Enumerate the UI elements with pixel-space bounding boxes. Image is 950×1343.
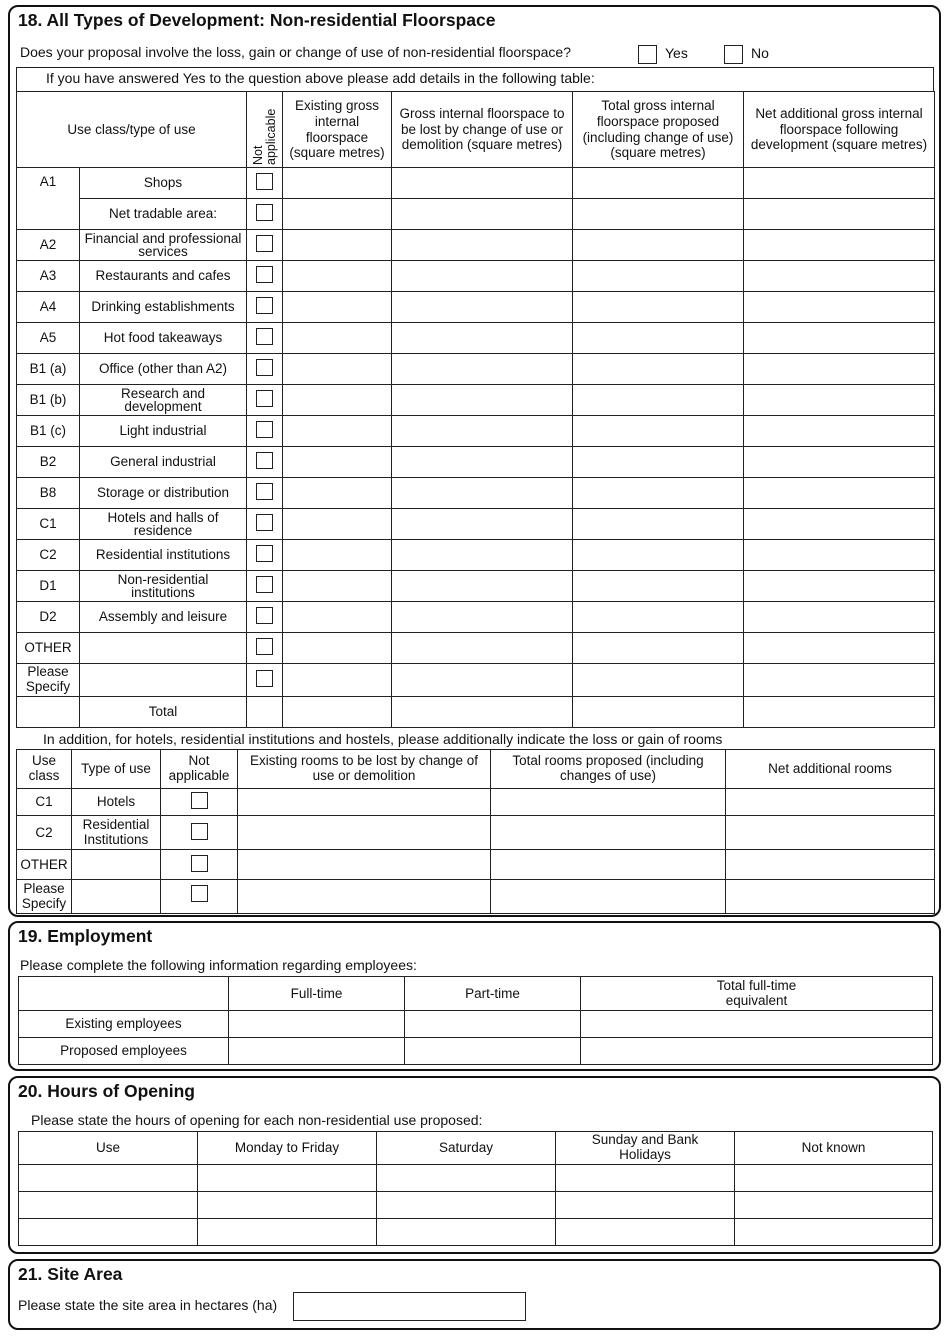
not-applicable-cell: [247, 230, 283, 261]
not-applicable-checkbox[interactable]: [256, 359, 273, 376]
net-cell[interactable]: [744, 633, 935, 664]
lost-cell[interactable]: [392, 416, 573, 447]
no-label: No: [751, 45, 769, 61]
rooms-row: [17, 850, 935, 880]
not-applicable-checkbox[interactable]: [256, 670, 273, 687]
total-lost-cell[interactable]: [392, 697, 573, 728]
total-row: [17, 697, 935, 728]
not-applicable-checkbox[interactable]: [256, 607, 273, 624]
row-use: Assembly and leisure: [80, 602, 247, 633]
full-time-cell[interactable]: [229, 1038, 405, 1065]
rooms-row: [17, 880, 935, 914]
lost-cell[interactable]: [392, 199, 573, 230]
proposed-cell[interactable]: [573, 168, 744, 199]
employment-header-blank: [19, 977, 229, 1011]
rooms-not-applicable-checkbox[interactable]: [191, 885, 208, 902]
row-code: A5: [17, 323, 80, 354]
lost-cell[interactable]: [392, 602, 573, 633]
not-applicable-cell: [247, 447, 283, 478]
not-applicable-checkbox[interactable]: [256, 390, 273, 407]
hours-header-not-known: Not known: [735, 1132, 933, 1165]
rooms-proposed-cell[interactable]: [491, 789, 726, 816]
lost-cell[interactable]: [392, 478, 573, 509]
section-20: [8, 1076, 941, 1254]
not-applicable-cell: [247, 292, 283, 323]
lost-cell[interactable]: [392, 323, 573, 354]
rooms-net-cell[interactable]: [726, 789, 935, 816]
table-row: [17, 230, 935, 261]
lost-cell[interactable]: [392, 230, 573, 261]
hours-mon-fri-cell[interactable]: [198, 1192, 377, 1219]
not-applicable-checkbox[interactable]: [256, 266, 273, 283]
proposed-cell[interactable]: [573, 354, 744, 385]
row-code: C1: [17, 509, 80, 540]
proposed-cell[interactable]: [573, 323, 744, 354]
row-use: Storage or distribution: [80, 478, 247, 509]
lost-cell[interactable]: [392, 447, 573, 478]
row-code: B2: [17, 447, 80, 478]
rooms-header-type: Type of use: [72, 750, 161, 789]
rooms-proposed-cell[interactable]: [491, 880, 726, 914]
not-applicable-checkbox[interactable]: [256, 452, 273, 469]
table-row: [17, 261, 935, 292]
existing-cell[interactable]: [283, 602, 392, 633]
hours-header-use: Use: [19, 1132, 198, 1165]
row-use: Drinking establishments: [80, 292, 247, 323]
net-cell[interactable]: [744, 261, 935, 292]
table-instruction: If you have answered Yes to the question above please add details in the following table:: [46, 70, 595, 86]
employment-row: [19, 1038, 933, 1065]
total-label: Total: [80, 697, 247, 728]
site-area-label: Please state the site area in hectares (ha): [18, 1297, 278, 1313]
hours-saturday-cell[interactable]: [377, 1219, 556, 1246]
hours-mon-fri-cell[interactable]: [198, 1219, 377, 1246]
proposed-cell[interactable]: [573, 292, 744, 323]
not-applicable-checkbox[interactable]: [256, 514, 273, 531]
employment-table: [18, 976, 933, 1065]
row-use: Hot food takeaways: [80, 323, 247, 354]
table-row: [17, 292, 935, 323]
existing-cell[interactable]: [283, 168, 392, 199]
not-applicable-cell: [247, 602, 283, 633]
table-row: [17, 199, 935, 230]
header-fte: Total full-time equivalent: [581, 977, 933, 1011]
row-use: General industrial: [80, 447, 247, 478]
section-18: [8, 5, 941, 917]
not-applicable-cell: [247, 633, 283, 664]
rooms-proposed-cell[interactable]: [491, 816, 726, 850]
existing-cell[interactable]: [283, 230, 392, 261]
lost-cell[interactable]: [392, 633, 573, 664]
net-cell[interactable]: [744, 354, 935, 385]
row-code: D1: [17, 571, 80, 602]
hours-table: [18, 1131, 933, 1246]
rooms-na-cell: [161, 850, 238, 880]
row-use: Net tradable area:: [80, 199, 247, 230]
table-row: [17, 354, 935, 385]
net-cell[interactable]: [744, 571, 935, 602]
not-applicable-cell: [247, 509, 283, 540]
table-row: [17, 447, 935, 478]
section-19-title: 19. Employment: [18, 926, 153, 946]
not-applicable-checkbox[interactable]: [256, 545, 273, 562]
rooms-code: Please Specify: [17, 880, 72, 914]
lost-cell[interactable]: [392, 571, 573, 602]
rooms-existing-cell[interactable]: [238, 850, 491, 880]
rooms-header-use-class: Use class: [17, 750, 72, 789]
header-net: Net additional gross internal floorspace following development (square metres): [744, 92, 935, 168]
floorspace-table: [16, 91, 935, 728]
rooms-net-cell[interactable]: [726, 816, 935, 850]
not-applicable-checkbox[interactable]: [256, 483, 273, 500]
existing-cell[interactable]: [283, 199, 392, 230]
row-code: Please Specify: [17, 664, 80, 697]
existing-cell[interactable]: [283, 323, 392, 354]
employment-row-label: Existing employees: [19, 1011, 229, 1038]
not-applicable-checkbox[interactable]: [256, 576, 273, 593]
not-applicable-checkbox[interactable]: [256, 235, 273, 252]
table-row: [17, 602, 935, 633]
row-code: D2: [17, 602, 80, 633]
row-code: OTHER: [17, 633, 80, 664]
total-code-cell: [17, 697, 80, 728]
rooms-row: [17, 789, 935, 816]
row-code: B8: [17, 478, 80, 509]
table-row: [17, 633, 935, 664]
floorspace-question: Does your proposal involve the loss, gain or change of use of non-residential floorspace?: [20, 44, 571, 60]
not-applicable-cell: [247, 199, 283, 230]
existing-cell[interactable]: [283, 664, 392, 697]
rooms-not-applicable-checkbox[interactable]: [191, 855, 208, 872]
hours-not-known-cell[interactable]: [735, 1165, 933, 1192]
hours-mon-fri-cell[interactable]: [198, 1165, 377, 1192]
table-row: [17, 478, 935, 509]
rooms-net-cell[interactable]: [726, 850, 935, 880]
lost-cell[interactable]: [392, 385, 573, 416]
header-part-time: Part-time: [405, 977, 581, 1011]
rooms-header-net: Net additional rooms: [726, 750, 935, 789]
row-use: Residential institutions: [80, 540, 247, 571]
header-existing: Existing gross internal floorspace (square metres): [283, 92, 392, 168]
existing-cell[interactable]: [283, 571, 392, 602]
yes-label: Yes: [665, 45, 688, 61]
row-use: Shops: [80, 168, 247, 199]
proposed-cell[interactable]: [573, 509, 744, 540]
hours-use-cell[interactable]: [19, 1192, 198, 1219]
net-cell[interactable]: [744, 447, 935, 478]
rooms-header-proposed: Total rooms proposed (including changes of use): [491, 750, 726, 789]
proposed-cell[interactable]: [573, 199, 744, 230]
not-applicable-cell: [247, 540, 283, 571]
not-applicable-cell: [247, 168, 283, 199]
no-checkbox[interactable]: [724, 45, 743, 64]
rooms-na-cell: [161, 816, 238, 850]
section-20-title: 20. Hours of Opening: [18, 1081, 195, 1101]
hours-row: [19, 1165, 933, 1192]
proposed-cell[interactable]: [573, 261, 744, 292]
proposed-cell[interactable]: [573, 447, 744, 478]
rooms-existing-cell[interactable]: [238, 816, 491, 850]
row-code: B1 (a): [17, 354, 80, 385]
site-area-input[interactable]: [293, 1292, 526, 1321]
lost-cell[interactable]: [392, 292, 573, 323]
section-18-title: 18. All Types of Development: Non-residential Floorspace: [18, 10, 496, 30]
lost-cell[interactable]: [392, 354, 573, 385]
rooms-not-applicable-checkbox[interactable]: [191, 792, 208, 809]
hours-use-cell[interactable]: [19, 1219, 198, 1246]
floorspace-rows: [17, 168, 935, 728]
not-applicable-checkbox[interactable]: [256, 328, 273, 345]
not-applicable-cell: [247, 261, 283, 292]
proposed-cell[interactable]: [573, 602, 744, 633]
rooms-code: OTHER: [17, 850, 72, 880]
net-cell[interactable]: [744, 292, 935, 323]
net-cell[interactable]: [744, 385, 935, 416]
hours-saturday-cell[interactable]: [377, 1192, 556, 1219]
part-time-cell[interactable]: [405, 1011, 581, 1038]
employment-row: [19, 1011, 933, 1038]
row-code: A3: [17, 261, 80, 292]
rooms-row: [17, 816, 935, 850]
hours-saturday-cell[interactable]: [377, 1165, 556, 1192]
existing-cell[interactable]: [283, 633, 392, 664]
rooms-type: Hotels: [72, 789, 161, 816]
rooms-net-cell[interactable]: [726, 880, 935, 914]
proposed-cell[interactable]: [573, 385, 744, 416]
row-use: Financial and professional services: [80, 230, 247, 261]
hours-not-known-cell[interactable]: [735, 1192, 933, 1219]
net-cell[interactable]: [744, 416, 935, 447]
not-applicable-cell: [247, 478, 283, 509]
section-21-title: 21. Site Area: [18, 1264, 123, 1284]
row-code: A2: [17, 230, 80, 261]
existing-cell[interactable]: [283, 261, 392, 292]
hours-sunday-cell[interactable]: [556, 1219, 735, 1246]
row-code: B1 (b): [17, 385, 80, 416]
proposed-cell[interactable]: [573, 664, 744, 697]
hours-header-mon-fri: Monday to Friday: [198, 1132, 377, 1165]
lost-cell[interactable]: [392, 261, 573, 292]
not-applicable-checkbox[interactable]: [256, 173, 273, 190]
existing-cell[interactable]: [283, 447, 392, 478]
hours-row: [19, 1219, 933, 1246]
not-applicable-checkbox[interactable]: [256, 638, 273, 655]
row-use: Office (other than A2): [80, 354, 247, 385]
row-code: A4: [17, 292, 80, 323]
lost-cell[interactable]: [392, 540, 573, 571]
rooms-existing-cell[interactable]: [238, 789, 491, 816]
rooms-header-not-applicable: Not applicable: [161, 750, 238, 789]
not-applicable-cell: [247, 385, 283, 416]
proposed-cell[interactable]: [573, 571, 744, 602]
header-not-applicable: [247, 92, 283, 168]
header-use-class: Use class/type of use: [17, 92, 247, 168]
rooms-code: C2: [17, 816, 72, 850]
table-row: [17, 540, 935, 571]
total-existing-cell[interactable]: [283, 697, 392, 728]
header-lost: Gross internal floorspace to be lost by change of use or demolition (square metres): [392, 92, 573, 168]
existing-cell[interactable]: [283, 478, 392, 509]
header-proposed: Total gross internal floorspace proposed (including change of use)(square metres): [573, 92, 744, 168]
row-code: B1 (c): [17, 416, 80, 447]
row-code: A1: [17, 168, 80, 230]
rooms-na-cell: [161, 789, 238, 816]
not-applicable-checkbox[interactable]: [256, 421, 273, 438]
existing-cell[interactable]: [283, 385, 392, 416]
hours-header-sunday: Sunday and Bank Holidays: [556, 1132, 735, 1165]
section-21: [8, 1259, 941, 1330]
header-full-time: Full-time: [229, 977, 405, 1011]
net-cell[interactable]: [744, 664, 935, 697]
rooms-table: [16, 749, 935, 914]
hours-header-saturday: Saturday: [377, 1132, 556, 1165]
employment-row-label: Proposed employees: [19, 1038, 229, 1065]
row-use: Restaurants and cafes: [80, 261, 247, 292]
row-use: Non-residential institutions: [80, 571, 247, 602]
proposed-cell[interactable]: [573, 416, 744, 447]
table-row: [17, 509, 935, 540]
total-proposed-cell[interactable]: [573, 697, 744, 728]
not-applicable-cell: [247, 571, 283, 602]
row-code: C2: [17, 540, 80, 571]
net-cell[interactable]: [744, 509, 935, 540]
row-use[interactable]: [80, 633, 247, 664]
rooms-type[interactable]: [72, 850, 161, 880]
proposed-cell[interactable]: [573, 540, 744, 571]
rooms-code: C1: [17, 789, 72, 816]
net-cell[interactable]: [744, 602, 935, 633]
rooms-header-existing: Existing rooms to be lost by change of use or demolition: [238, 750, 491, 789]
proposed-cell[interactable]: [573, 633, 744, 664]
total-net-cell[interactable]: [744, 697, 935, 728]
table-row: [17, 416, 935, 447]
full-time-cell[interactable]: [229, 1011, 405, 1038]
net-cell[interactable]: [744, 323, 935, 354]
table-row: [17, 571, 935, 602]
table-row: [17, 168, 935, 199]
hours-sunday-cell[interactable]: [556, 1165, 735, 1192]
total-na-cell: [247, 697, 283, 728]
hours-instruction: Please state the hours of opening for each non-residential use proposed:: [31, 1112, 483, 1128]
row-use: Research and development: [80, 385, 247, 416]
proposed-cell[interactable]: [573, 478, 744, 509]
existing-cell[interactable]: [283, 509, 392, 540]
rooms-not-applicable-checkbox[interactable]: [191, 823, 208, 840]
lost-cell[interactable]: [392, 509, 573, 540]
net-cell[interactable]: [744, 199, 935, 230]
part-time-cell[interactable]: [405, 1038, 581, 1065]
hours-row: [19, 1192, 933, 1219]
net-cell[interactable]: [744, 478, 935, 509]
net-cell[interactable]: [744, 540, 935, 571]
section-19: [8, 921, 941, 1071]
existing-cell[interactable]: [283, 292, 392, 323]
header-not-applicable-label: Not applicable: [250, 108, 278, 165]
not-applicable-cell: [247, 323, 283, 354]
net-cell[interactable]: [744, 168, 935, 199]
rooms-na-cell: [161, 880, 238, 914]
proposed-cell[interactable]: [573, 230, 744, 261]
row-use: Light industrial: [80, 416, 247, 447]
not-applicable-checkbox[interactable]: [256, 204, 273, 221]
table-row: [17, 664, 935, 697]
table-row: [17, 385, 935, 416]
yes-checkbox[interactable]: [638, 45, 657, 64]
rooms-type[interactable]: [72, 880, 161, 914]
existing-cell[interactable]: [283, 416, 392, 447]
hours-use-cell[interactable]: [19, 1165, 198, 1192]
rooms-type: Residential Institutions: [72, 816, 161, 850]
hours-sunday-cell[interactable]: [556, 1192, 735, 1219]
not-applicable-checkbox[interactable]: [256, 297, 273, 314]
net-cell[interactable]: [744, 230, 935, 261]
hours-not-known-cell[interactable]: [735, 1219, 933, 1246]
rooms-instruction: In addition, for hotels, residential institutions and hostels, please additionally indicate the loss or gain of rooms: [43, 731, 723, 747]
fte-cell[interactable]: [581, 1011, 933, 1038]
employment-instruction: Please complete the following information regarding employees:: [20, 957, 417, 973]
lost-cell[interactable]: [392, 664, 573, 697]
rooms-existing-cell[interactable]: [238, 880, 491, 914]
lost-cell[interactable]: [392, 168, 573, 199]
row-use[interactable]: [80, 664, 247, 697]
not-applicable-cell: [247, 416, 283, 447]
table-row: [17, 323, 935, 354]
fte-cell[interactable]: [581, 1038, 933, 1065]
existing-cell[interactable]: [283, 354, 392, 385]
not-applicable-cell: [247, 354, 283, 385]
row-use: Hotels and halls of residence: [80, 509, 247, 540]
existing-cell[interactable]: [283, 540, 392, 571]
rooms-proposed-cell[interactable]: [491, 850, 726, 880]
not-applicable-cell: [247, 664, 283, 697]
